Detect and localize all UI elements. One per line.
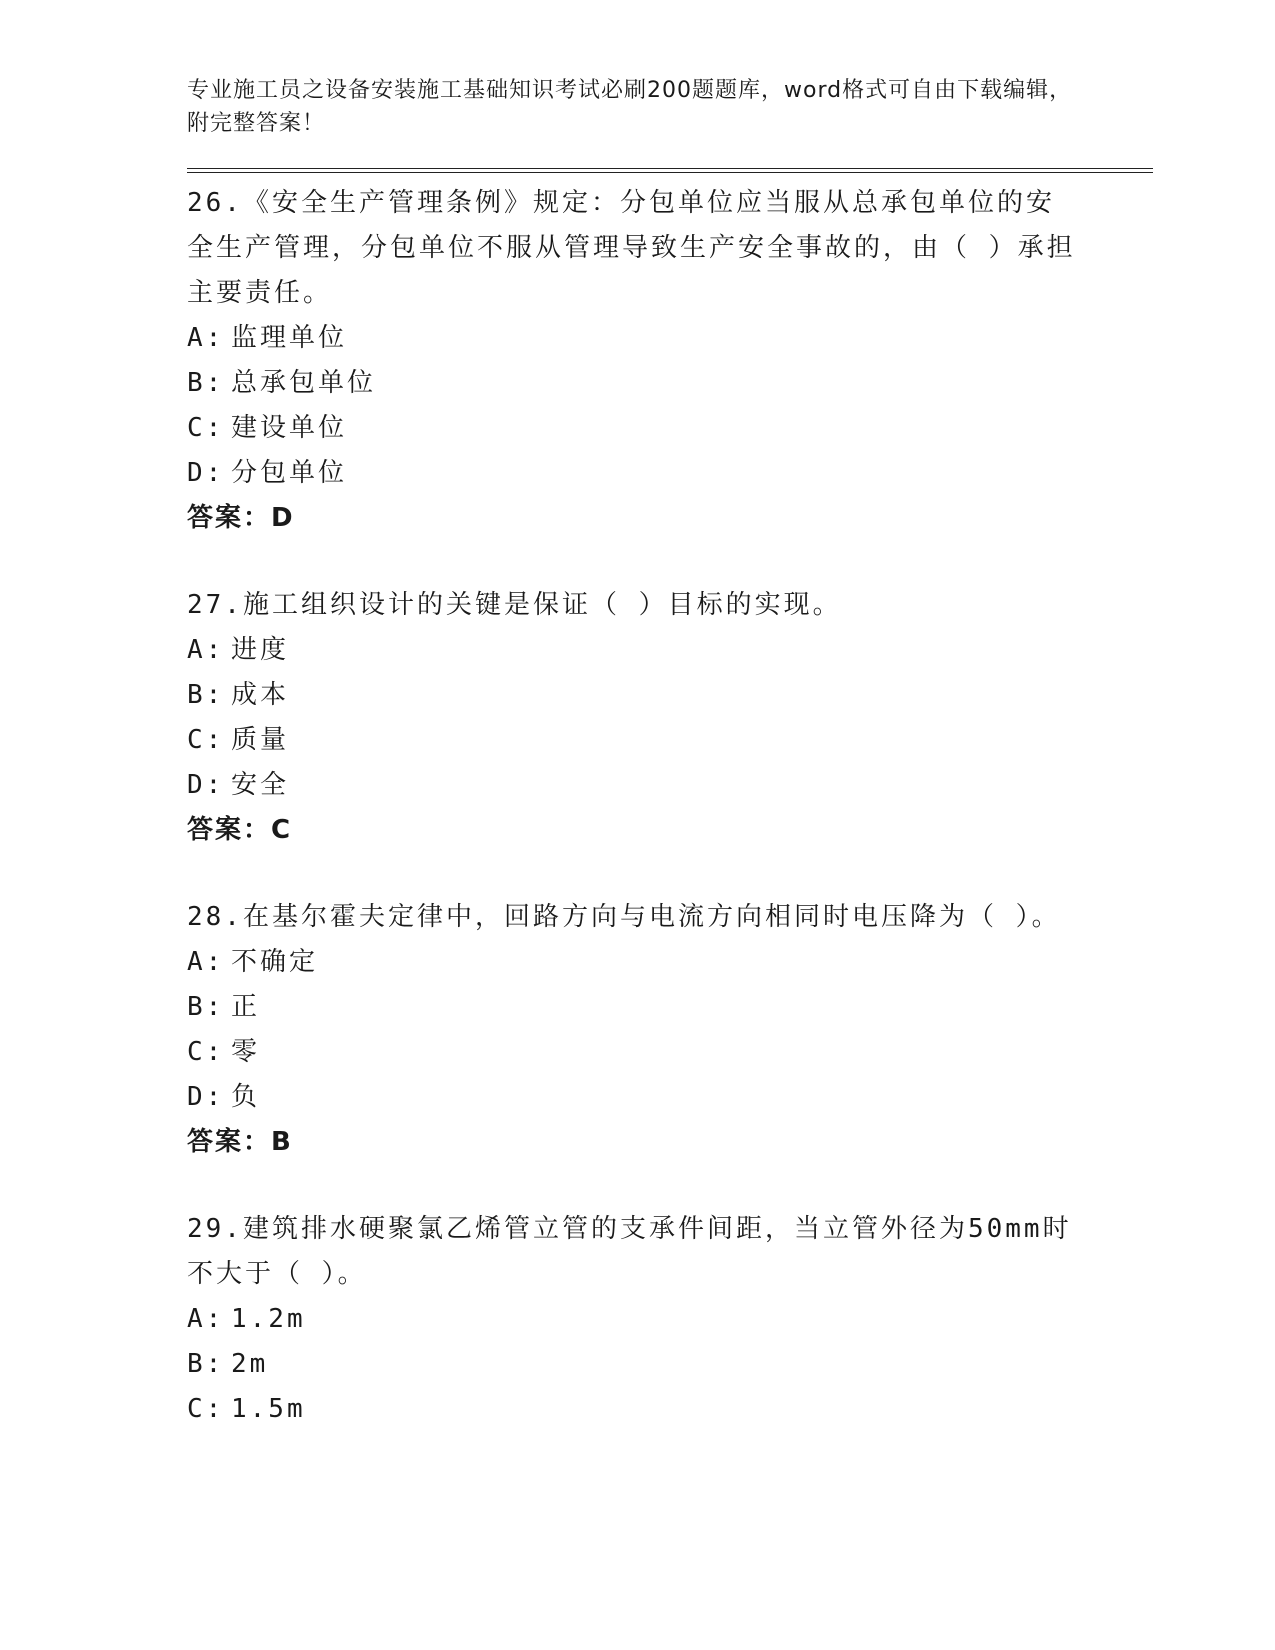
option-text: 不确定 — [231, 947, 319, 977]
option-a — [187, 1297, 1147, 1342]
option-text: 成本 — [231, 680, 290, 710]
option-label: C: — [187, 413, 225, 443]
option-label: B: — [187, 368, 225, 398]
option-label: A: — [187, 947, 225, 977]
option-d — [187, 451, 1147, 496]
option-label: D: — [187, 770, 225, 800]
question-text: 29.建筑排水硬聚氯乙烯管立管的支承件间距，当立管外径为50mm时不大于（ ）。 — [187, 1214, 1072, 1289]
option-text: 进度 — [231, 635, 290, 665]
option-label: B: — [187, 1349, 225, 1379]
question-28 — [187, 895, 1147, 1165]
option-a — [187, 940, 1147, 985]
option-label: A: — [187, 1304, 225, 1334]
question-26 — [187, 181, 1147, 541]
question-text: 28.在基尔霍夫定律中，回路方向与电流方向相同时电压降为（ ）。 — [187, 902, 1061, 932]
question-text: 26.《安全生产管理条例》规定：分包单位应当服从总承包单位的安全生产管理，分包单位不服从管理导致生产安全事故的，由（ ）承担主要责任。 — [187, 188, 1076, 308]
option-text: 监理单位 — [231, 323, 348, 353]
option-text: 2m — [231, 1349, 269, 1379]
option-text: 质量 — [231, 725, 290, 755]
question-list — [187, 181, 1147, 1432]
option-label: D: — [187, 1082, 225, 1112]
question-text: 27.施工组织设计的关键是保证（ ）目标的实现。 — [187, 590, 842, 620]
option-label: A: — [187, 323, 225, 353]
option-a — [187, 628, 1147, 673]
option-text: 正 — [231, 992, 261, 1022]
option-label: B: — [187, 680, 225, 710]
option-label: D: — [187, 458, 225, 488]
option-label: C: — [187, 725, 225, 755]
option-b — [187, 673, 1147, 718]
option-b — [187, 985, 1147, 1030]
option-label: A: — [187, 635, 225, 665]
option-text: 安全 — [231, 770, 290, 800]
option-text: 1.2m — [231, 1304, 306, 1334]
option-a — [187, 316, 1147, 361]
option-b — [187, 1342, 1147, 1387]
option-c — [187, 1030, 1147, 1075]
option-c — [187, 406, 1147, 451]
option-c — [187, 718, 1147, 763]
option-text: 1.5m — [231, 1394, 306, 1424]
document-page — [187, 0, 1147, 1474]
answer-line: 答案：D — [187, 503, 295, 533]
option-b — [187, 361, 1147, 406]
option-text: 总承包单位 — [231, 368, 377, 398]
question-29 — [187, 1207, 1147, 1432]
question-27 — [187, 583, 1147, 853]
option-d — [187, 763, 1147, 808]
option-label: C: — [187, 1037, 225, 1067]
option-label: C: — [187, 1394, 225, 1424]
answer-line: 答案：B — [187, 1127, 293, 1157]
option-text: 分包单位 — [231, 458, 348, 488]
option-label: B: — [187, 992, 225, 1022]
option-text: 建设单位 — [231, 413, 348, 443]
document-header: 专业施工员之设备安装施工基础知识考试必刷200题题库，word格式可自由下载编辑，附完整答案！ — [187, 78, 1073, 136]
option-d — [187, 1075, 1147, 1120]
option-text: 零 — [231, 1037, 261, 1067]
option-c — [187, 1387, 1147, 1432]
option-text: 负 — [231, 1082, 261, 1112]
header-double-rule — [187, 168, 1153, 173]
answer-line: 答案：C — [187, 815, 293, 845]
